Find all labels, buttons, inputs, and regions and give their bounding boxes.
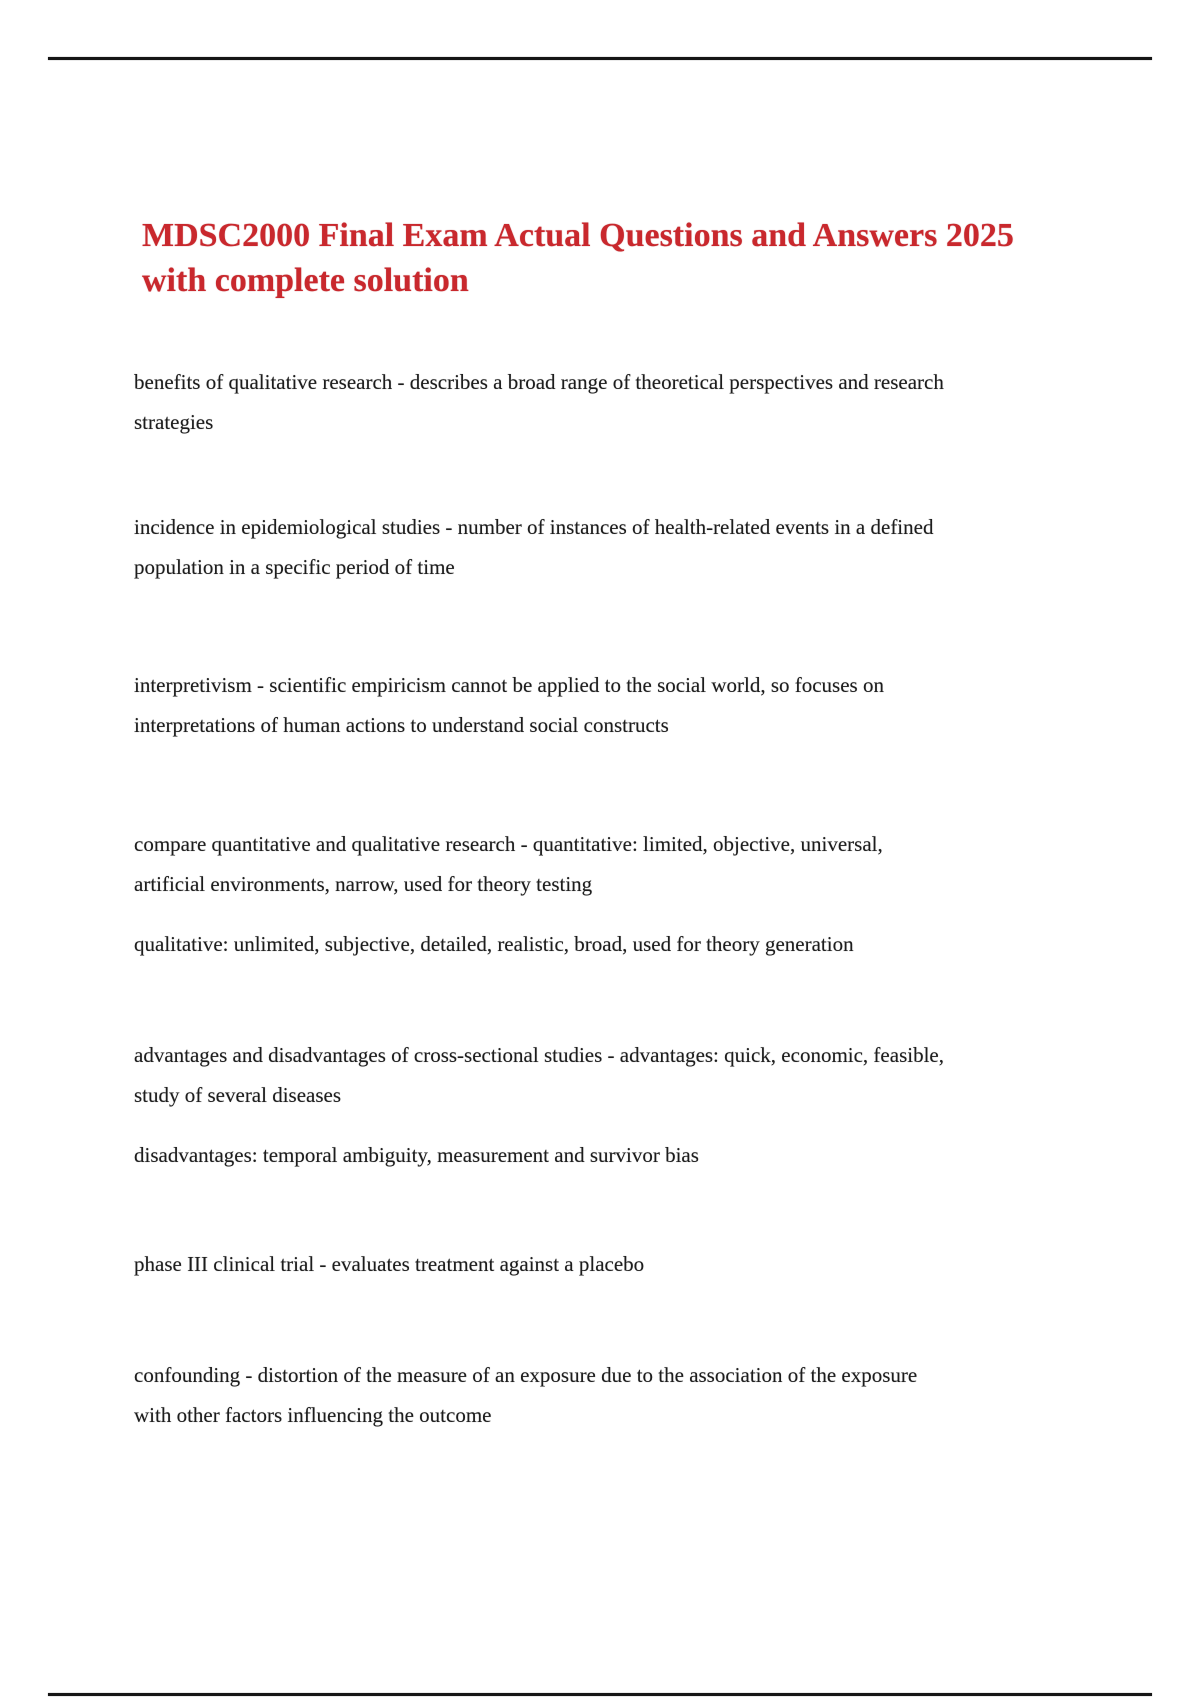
text-line: disadvantages: temporal ambiguity, measurement and survivor bias: [134, 1143, 699, 1167]
qa-block-incidence-epidemiological: [134, 507, 933, 587]
document-title: [142, 213, 1014, 303]
text-line: artificial environments, narrow, used for theory testing: [134, 872, 593, 896]
text-line: interpretivism - scientific empiricism cannot be applied to the social world, so focuses on: [134, 673, 884, 697]
text-line: study of several diseases: [134, 1083, 342, 1107]
qa-block-cross-sectional-disadvantages: [134, 1135, 699, 1175]
document-title-line-2: with complete solution: [142, 262, 469, 299]
text-line: compare quantitative and qualitative research - quantitative: limited, objective, universal,: [134, 832, 883, 856]
bottom-horizontal-rule: [48, 1693, 1152, 1696]
text-line: phase III clinical trial - evaluates treatment against a placebo: [134, 1252, 645, 1276]
qa-block-benefits-qualitative-research: [134, 362, 944, 442]
text-line: confounding - distortion of the measure of an exposure due to the association of the exposure: [134, 1363, 918, 1387]
document-title-line-1: MDSC2000 Final Exam Actual Questions and Answers 2025: [142, 217, 1014, 254]
qa-block-interpretivism: [134, 665, 884, 745]
qa-block-cross-sectional-advantages: [134, 1035, 944, 1115]
text-line: population in a specific period of time: [134, 555, 455, 579]
qa-block-qualitative-traits: [134, 924, 854, 964]
qa-block-confounding: [134, 1355, 917, 1435]
text-line: strategies: [134, 410, 214, 434]
text-line: qualitative: unlimited, subjective, detailed, realistic, broad, used for theory generation: [134, 932, 854, 956]
top-horizontal-rule: [48, 57, 1152, 60]
qa-block-compare-quant-qual: [134, 824, 883, 904]
text-line: advantages and disadvantages of cross-sectional studies - advantages: quick, economic, feasible,: [134, 1043, 944, 1067]
qa-block-phase-iii-trial: [134, 1244, 644, 1284]
text-line: incidence in epidemiological studies - number of instances of health-related events in a defined: [134, 515, 934, 539]
text-line: benefits of qualitative research - describes a broad range of theoretical perspectives and research: [134, 370, 944, 394]
text-line: with other factors influencing the outcome: [134, 1403, 492, 1427]
text-line: interpretations of human actions to understand social constructs: [134, 713, 669, 737]
